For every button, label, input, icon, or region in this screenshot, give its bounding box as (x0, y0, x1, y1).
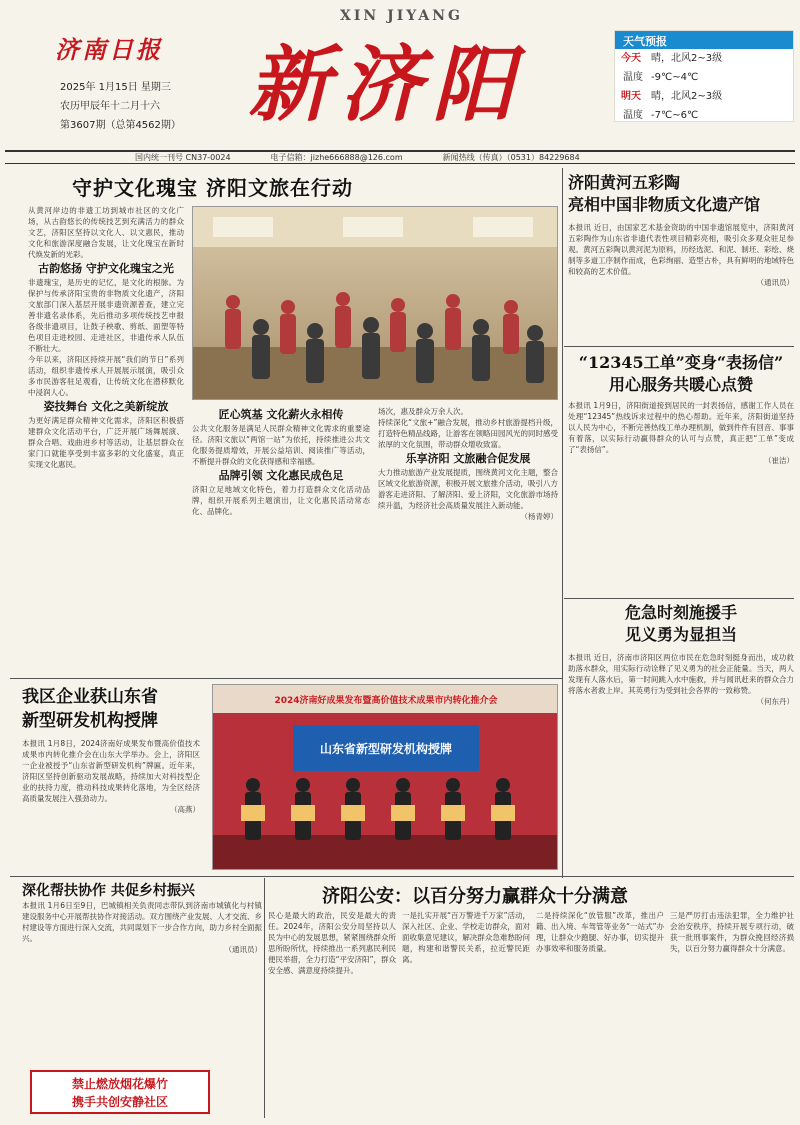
hotline: 新闻热线（传真）（0531）84229684 (442, 153, 580, 162)
event-banner-text: 2024济南好成果发布暨高价值技术成果市内转化推介会 (274, 696, 498, 706)
article1-headline: 守护文化瑰宝 济阳文旅在行动 (72, 176, 353, 200)
weather-tomorrow-temp: -7℃~6℃ (651, 110, 699, 121)
article1-subhead: 古韵悠扬 守护文化瑰宝之光 (38, 262, 174, 275)
weather-today-label: 今天 (621, 53, 641, 64)
brand-logo: 济南日报 (55, 35, 163, 64)
right3-para: 本报讯 近日，济南市济阳区两位市民在危急时刻挺身而出，成功救助落水群众，用实际行动诠释了见义勇为的社会正能量。当天，两人发现有人落水后，第一时间跳入水中施救，并与闻讯赶来的群众合力将落水者救上岸。其英勇行为受到社会各界的一致称赞。 (568, 653, 794, 695)
section-divider (10, 876, 794, 877)
title-pinyin: XIN JIYANG (340, 8, 463, 24)
right2-headline: “12345工单”变身“表扬信” 用心服务共暖心点赞 (578, 353, 784, 394)
right3-headline: 危急时刻施援手 见义勇为显担当 (624, 603, 737, 644)
column-divider (264, 878, 265, 1118)
article1-para: 今年以来，济阳区持续开展“我们的节日”系列活动，组织非遗传承人开展展示展演，吸引众多市民游客驻足观看，让传统文化在潜移默化中浸润人心。 (28, 355, 184, 397)
event-board-text: 山东省新型研发机构授牌 (319, 742, 453, 756)
right1-body (568, 222, 794, 340)
article3-byline: （通讯员） (224, 945, 262, 954)
article1-byline: （杨青婷） (520, 512, 558, 521)
right2-body (568, 400, 794, 596)
article3-body (22, 900, 262, 1050)
article2-para: 本报讯 1月8日，2024济南好成果发布暨高价值技术成果市内转化推介会在山东大学举办。会上，济阳区一企业被授予“山东省新型研发机构”牌匾。近年来，济阳区坚持创新驱动发展战略，持续加大对科技型企业的扶持力度，推动科技成果转化落地，为全区经济高质量发展注入强劲动力。 (22, 739, 200, 803)
newspaper-title: 新济阳 (248, 37, 524, 133)
weather-today-condition: 晴，北风2~3级 (651, 53, 723, 64)
lunar-date: 农历甲辰年十二月十六 (60, 101, 160, 112)
issue-number: 第3607期（总第4562期） (60, 120, 181, 131)
article3-para: 本报讯 1月6日至9日，巴城镇相关负责同志带队到济南市城镇化与村镇建设服务中心开展帮扶协作对接活动。双方围绕产业发展、人才交流、乡村建设等方面进行深入交流，共同谋划下一步合作方向，助力乡村全面振兴。 (22, 901, 262, 943)
public-notice-slogan (30, 1070, 210, 1114)
article1-column1 (28, 205, 184, 675)
masthead (0, 0, 800, 148)
article1-column3 (378, 406, 558, 676)
article4-para: 一是扎实开展“百万警进千万家”活动，深入社区、企业、学校走访群众，面对面收集意见建议，解决群众急难愁盼问题，构建和谐警民关系，拉近警民距离。 (402, 911, 530, 964)
article4-para: 民心是最大的政治，民安是最大的责任。2024年，济阳公安分局坚持以人民为中心的发展思想，紧紧围绕群众所思所盼所忧，持续推出一系列惠民利民便民举措，全力打造“平安济阳”，群众安全感、满意度持续提升。 (268, 911, 396, 975)
article4-column4 (670, 910, 794, 1115)
weather-tomorrow-label: 明天 (621, 91, 641, 102)
column-divider (562, 168, 563, 878)
right2-byline: （崔洁） (764, 456, 794, 465)
article1-subhead: 匠心筑基 文化薪火永相传 (218, 408, 344, 421)
article1-para: 公共文化服务是满足人民群众精神文化需求的重要途径。济阳文旅以“两馆一站”为依托，持续推进公共文化服务提质增效，开展公益培训、阅读推广等活动，不断提升群众的文化获得感和幸福感。 (192, 424, 370, 466)
right1-byline: （通讯员） (756, 278, 794, 287)
article1-para: 场次，惠及群众万余人次。 (378, 407, 468, 416)
weather-today-temp: -9℃~4℃ (651, 72, 699, 83)
serial-number: 国内统一刊号 CN37-0024 (135, 153, 231, 162)
article1-para: 从黄河岸边的非遗工坊到城市社区的文化广场，从古韵悠长的传统技艺到充满活力的群众文艺，济阳区坚持以文化人、以文惠民，推动文化和旅游深度融合发展，让文化瑰宝在新时代焕发新的光彩。 (28, 206, 184, 259)
article1-para: 为更好满足群众精神文化需求，济阳区积极搭建群众文化活动平台，广泛开展广场舞展演、群众合唱、戏曲进乡村等活动，让基层群众在家门口就能享受到丰富多彩的文化盛宴，真正实现文化惠民。 (28, 416, 184, 469)
article4-column1 (268, 910, 396, 1115)
article1-subhead: 姿技舞台 文化之美新绽放 (43, 400, 169, 413)
right3-body (568, 652, 794, 848)
right2-para: 本报讯 1月9日，济阳街道接到居民的一封表扬信，感谢工作人员在处理“12345”热线诉求过程中的热心帮助。近年来，济阳街道坚持以人民为中心，不断完善热线工单办理机制，做到件件有回音、事事有着落，以实际行动赢得群众的认可与点赞，真正把“工单”变成了“表扬信”。 (568, 401, 794, 454)
section-divider (564, 598, 794, 599)
article4-column3 (536, 910, 664, 1115)
section-divider (564, 346, 794, 347)
publish-date: 2025年 1月15日 星期三 (60, 82, 171, 93)
article1-para: 济阳立足地域文化特色，着力打造群众文化活动品牌，组织开展系列主题演出，让文化惠民活动常态化、品牌化。 (192, 485, 370, 516)
article4-para: 三是严厉打击违法犯罪，全力维护社会治安秩序，持续开展专项行动，破获一批刑事案件，为群众挽回经济损失，以百分努力赢得群众十分满意。 (670, 911, 794, 953)
date-block (60, 78, 181, 135)
slogan-line: 禁止燃放烟花爆竹 (71, 1077, 168, 1091)
slogan-line: 携手共创安静社区 (71, 1095, 168, 1109)
right3-byline: （何东丹） (756, 697, 794, 706)
right1-para: 本报讯 近日，由国家艺术基金资助的中国非遗馆展览中，济阳黄河五彩陶作为山东省非遗代表性项目精彩亮相，吸引众多观众驻足参观。黄河五彩陶以黄河泥为原料，历经选泥、和泥、制坯、彩绘、烧制等多道工序制作而成，色彩绚丽、造型古朴，具有鲜明的地域特色和较高的艺术价值。 (568, 223, 794, 276)
article1-subhead: 乐享济阳 文旅融合促发展 (405, 452, 531, 465)
article1-photo-dancers (192, 206, 558, 400)
info-bar (5, 150, 795, 164)
article2-headline: 我区企业获山东省 新型研发机构授牌 (22, 687, 158, 731)
article1-para: 大力推动旅游产业发展提质，围绕黄河文化主题，整合区域文化旅游资源，积极开展文旅推介活动，吸引八方游客走进济阳、了解济阳、爱上济阳，文化旅游市场持续升温，为经济社会高质量发展注入新动能。 (378, 468, 558, 510)
article1-column2 (192, 406, 370, 676)
article2-byline: （高燕） (170, 805, 200, 814)
article2-body (22, 738, 200, 872)
section-divider (10, 678, 562, 679)
weather-header: 天气预报 (615, 31, 793, 49)
weather-today-temp-label: 温度 (623, 72, 643, 83)
article2-photo-ceremony (212, 684, 558, 870)
weather-forecast (614, 30, 794, 122)
article4-column2 (402, 910, 530, 1115)
article4-headline: 济阳公安：以百分努力赢群众十分满意 (322, 886, 628, 907)
article1-subhead: 品牌引领 文化惠民成色足 (218, 469, 344, 482)
weather-tomorrow-temp-label: 温度 (623, 110, 643, 121)
email: 电子信箱：jizhe666888@126.com (270, 153, 403, 162)
article1-para: 持续深化“文旅+”融合发展，推动乡村旅游提档升级，打造特色精品线路，让游客在领略田园风光的同时感受浓厚的文化氛围，带动群众增收致富。 (378, 418, 558, 449)
right1-headline: 济阳黄河五彩陶 亮相中国非物质文化遗产馆 (568, 173, 761, 214)
article1-para: 非遗瑰宝，是历史的记忆，是文化的根脉。为保护与传承济阳宝贵的非物质文化遗产，济阳文旅部门深入基层开展非遗资源普查，建立完善非遗名录体系，先后推动多项传统技艺申报各级非遗项目，让鼓子秧歌、剪纸、面塑等特色项目走进校园、走进社区，非遗传承人队伍不断壮大。 (28, 278, 184, 353)
article3-headline: 深化帮扶协作 共促乡村振兴 (22, 883, 195, 899)
weather-tomorrow-condition: 晴，北风2~3级 (651, 91, 723, 102)
article4-para: 二是持续深化“放管服”改革，推出户籍、出入境、车驾管等业务“一站式”办理，让群众少跑腿、好办事，切实提升办事效率和服务质量。 (536, 911, 664, 953)
